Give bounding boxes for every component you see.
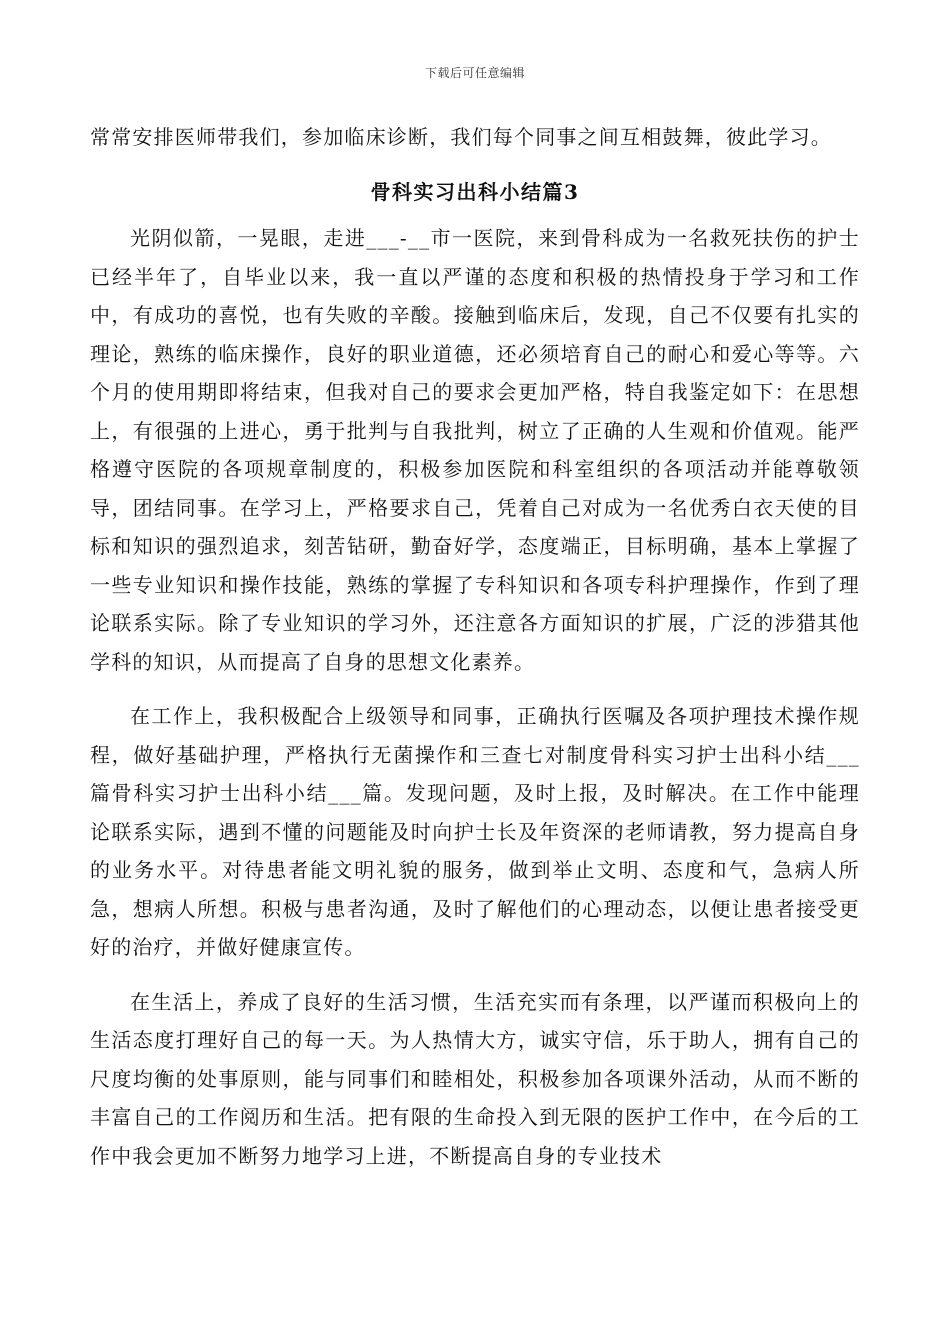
paragraph-life: 在生活上，养成了良好的生活习惯，生活充实而有条理，以严谨而积极向上的生活态度打理好自己的每一天。为人热情大方，诚实守信，乐于助人，拥有自己的尺度均衡的处事原则，能与同事们和睦相处，积极参加各项课外活动，从而不断的丰富自己的工作阅历和生活。把有限的生命投入到无限的医护工作中，在今后的工作中我会更加不断努力地学习上进，不断提高自身的专业技术 xyxy=(90,989,860,1168)
header-note: 下载后可任意编辑 xyxy=(424,66,525,80)
paragraph-work: 在工作上，我积极配合上级领导和同事，正确执行医嘱及各项护理技术操作规程，做好基础护理，严格执行无菌操作和三查七对制度骨科实习护士出科小结___篇骨科实习护士出科小结___篇。发现问题，及时上报，及时解决。在工作中能理论联系实际，遇到不懂的问题能及时向护士长及年资深的老师请教，努力提高自身的业务水平。对待患者能文明礼貌的服务，做到举止文明、态度和气，急病人所急，想病人所想。积极与患者沟通，及时了解他们的心理动态，以便让患者接受更好的治疗，并做好健康宣传。 xyxy=(90,704,860,959)
paragraph-thought-study: 光阴似箭，一晃眼，走进___-__市一医院，来到骨科成为一名救死扶伤的护士已经半年了，自毕业以来，我一直以严谨的态度和积极的热情投身于学习和工作中，有成功的喜悦，也有失败的辛酸。接触到临床后，发现，自己不仅要有扎实的理论，熟练的临床操作，良好的职业道德，还必须培育自己的耐心和爱心等等。六个月的使用期即将结束，但我对自己的要求会更加严格，特自我鉴定如下：在思想上，有很强的上进心，勇于批判与自我批判，树立了正确的人生观和价值观。能严格遵守医院的各项规章制度的，积极参加医院和科室组织的各项活动并能尊敬领导，团结同事。在学习上，严格要求自己，凭着自己对成为一名优秀白衣天使的目标和知识的强烈追求，刻苦钻研，勤奋好学，态度端正，目标明确，基本上掌握了一些专业知识和操作技能，熟练的掌握了专科知识和各项专科护理操作，作到了理论联系实际。除了专业知识的学习外，还注意各方面知识的扩展，广泛的涉猎其他学科的知识，从而提高了自身的思想文化素养。 xyxy=(90,226,860,674)
document-body xyxy=(90,118,860,1175)
section-title: 骨科实习出科小结篇3 xyxy=(370,179,580,204)
continued-text: 常常安排医师带我们，参加临床诊断，我们每个同事之间互相鼓舞，彼此学习。 xyxy=(90,125,832,149)
